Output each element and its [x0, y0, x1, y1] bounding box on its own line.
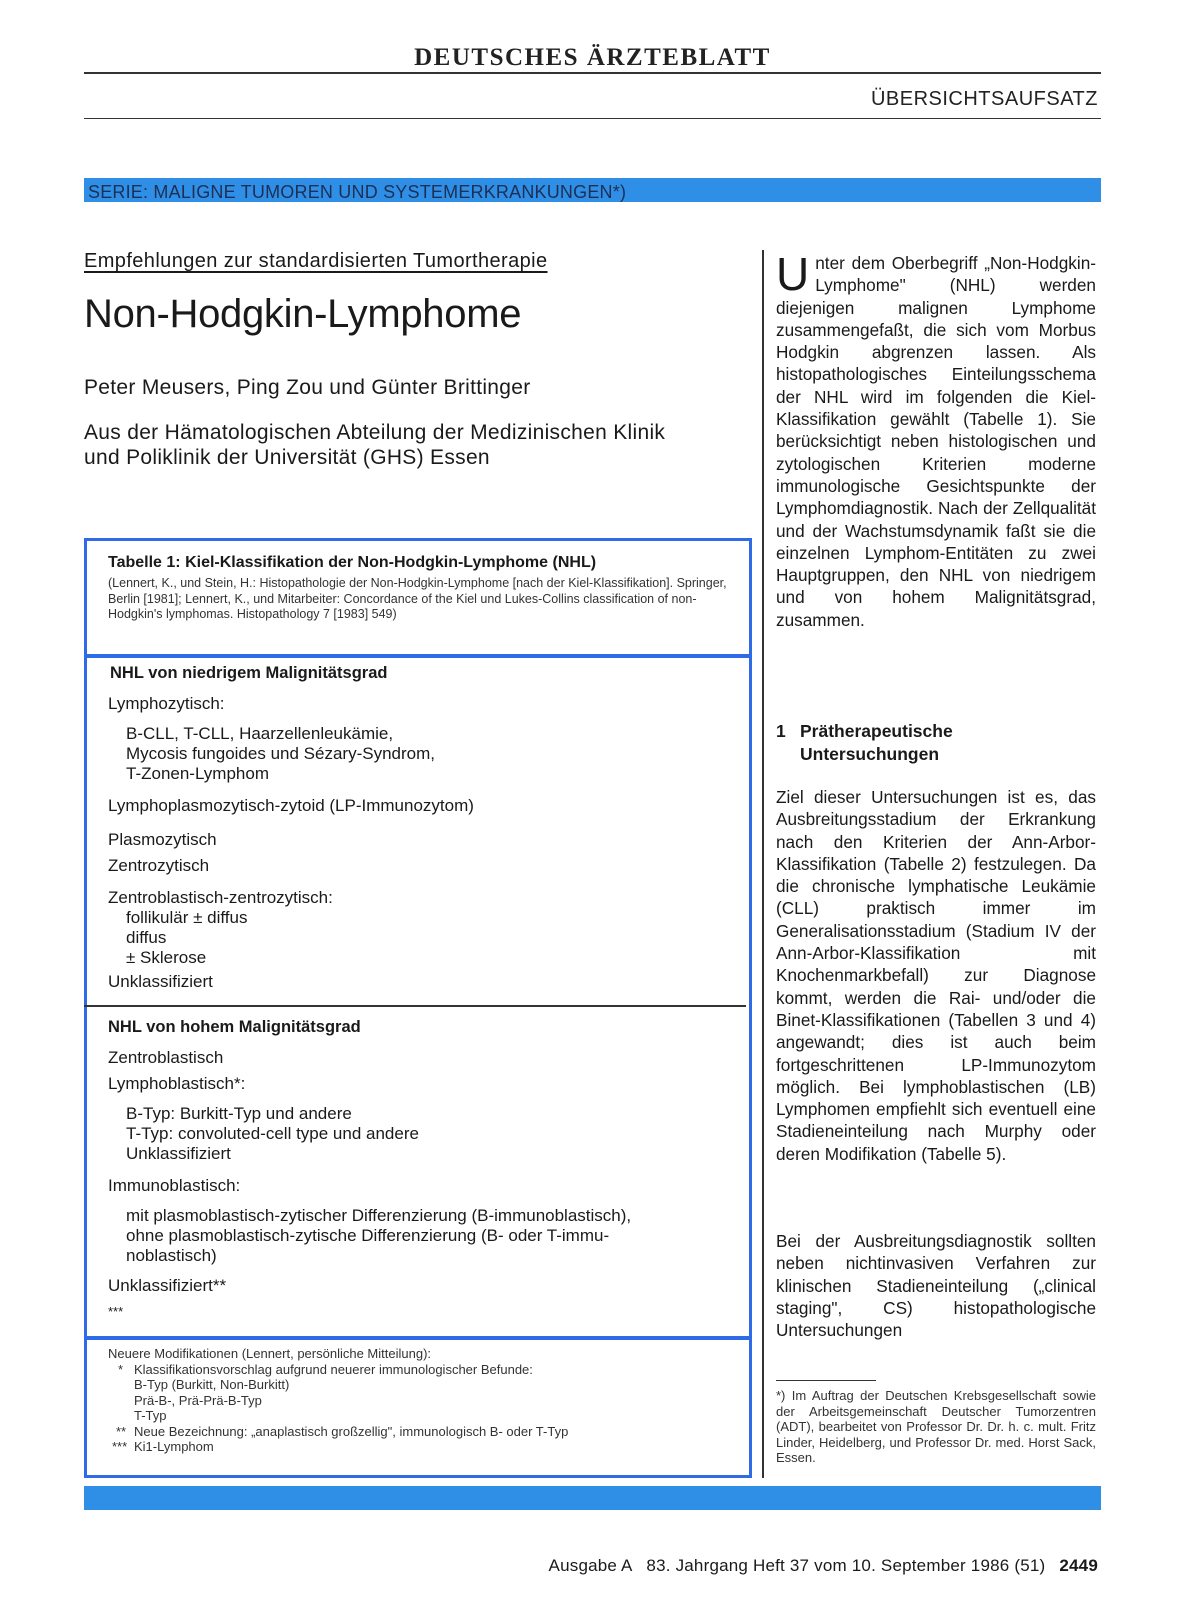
notes-item-3: Ki1-Lymphom [134, 1439, 214, 1454]
section-title-line-2: Untersuchungen [800, 744, 940, 764]
table-source: (Lennert, K., und Stein, H.: Histopathologie der Non-Hodgkin-Lymphome [nach der Kiel-Klassifikation]. Springer, Berlin [1981]; Lennert, K., und Mitarbeiter: Concordance of the Kiel und Lukes-Collins classification of non-Hodgkin's lymphomas. Histopathology 7 [1983] 549) [108, 576, 727, 621]
paragraph-1-text: nter dem Oberbegriff „Non-Hodgkin-Lymphome" (NHL) werden diejenigen malignen Lymphome zusammengefaßt, die sich vom Morbus Hodgkin abgrenzen lassen. Als histopathologisches Einteilungsschema der NHL wird im folgenden die Kiel-Klassifikation gewählt (Tabelle 1). Sie berücksichtigt neben histologischen und zytologischen Kriterien moderne immunologische Gesichtspunkte der Lymphomdiagnostik. Nach der Zellqualität und der Wachstumsdynamik faßt sie die einzelnen Lymphom-Entitäten zu zwei Hauptgruppen, den NHL von niedrigem und von hohem Malignitätsgrad, zusammen. [776, 253, 1096, 630]
article-affiliation [84, 420, 764, 470]
page-number: 2449 [1059, 1556, 1098, 1575]
notes-item-1a: B-Typ (Burkitt, Non-Burkitt) [134, 1377, 290, 1392]
low-grade-zentro: Zentrozytisch [108, 856, 210, 875]
page-footer [549, 1556, 1098, 1576]
article-title: Non-Hodgkin-Lymphome [84, 292, 522, 336]
notes-intro: Neuere Modifikationen (Lennert, persönliche Mitteilung): [108, 1346, 432, 1361]
masthead: DEUTSCHES ÄRZTEBLATT [414, 44, 771, 71]
high-grade-lb-sub-2: T-Typ: convoluted-cell type und andere [126, 1124, 419, 1143]
low-grade-unklass: Unklassifiziert [108, 972, 213, 991]
low-grade-cb-sub [126, 908, 247, 968]
series-title: SERIE: MALIGNE TUMOREN UND SYSTEMERKRANKUNGEN*) [88, 182, 627, 202]
low-grade-plasmo: Plasmozytisch [108, 830, 217, 849]
high-grade-lb-sub [126, 1104, 419, 1164]
body-paragraph-3: Bei der Ausbreitungsdiagnostik sollten neben nichtinvasiven Verfahren zur klinischen Stadieneinteilung („clinical staging", CS) histopathologische Untersuchungen [776, 1231, 1096, 1341]
low-grade-lymphozytisch: Lymphozytisch: [108, 694, 225, 713]
notes-item-1c: T-Typ [134, 1408, 167, 1423]
low-grade-cb-sub-1: follikulär ± diffus [126, 908, 248, 927]
notes-item-1: Klassifikationsvorschlag aufgrund neuerer immunologischer Befunde: [134, 1361, 533, 1377]
low-grade-cb-sub-3: ± Sklerose [126, 948, 207, 967]
table-notes [108, 1346, 738, 1455]
footnote: *) Im Auftrag der Deutschen Krebsgesellschaft sowie der Arbeitsgemeinschaft Deutscher Tumorzentren (ADT), bearbeitet von Professor Dr. Dr. h. c. mult. Fritz Linder, Heidelberg, und Professor Dr. med. Horst Sack, Essen. [776, 1388, 1096, 1466]
footer-issue: Ausgabe A 83. Jahrgang Heft 37 vom 10. September 1986 (51) [548, 1556, 1046, 1575]
footnote-rule [776, 1380, 876, 1381]
high-grade-zentroblast: Zentroblastisch [108, 1048, 224, 1067]
low-grade-lymph-sub [126, 724, 435, 784]
table-title: Tabelle 1: Kiel-Klassifikation der Non-Hodgkin-Lymphome (NHL) [108, 554, 597, 571]
article-kicker: Empfehlungen zur standardisierten Tumortherapie [84, 250, 548, 272]
section-heading [776, 720, 953, 766]
high-grade-immuno: Immunoblastisch: [108, 1176, 241, 1195]
table-group-divider [84, 1005, 746, 1007]
affiliation-line-2: und Poliklinik der Universität (GHS) Essen [84, 446, 490, 469]
high-grade-ib-sub [126, 1206, 726, 1266]
low-grade-lymph-sub-3: T-Zonen-Lymphom [126, 764, 269, 783]
high-grade-ib-sub-2: ohne plasmoblastisch-zytische Differenzierung (B- oder T-immu- [126, 1226, 610, 1245]
high-grade-ib-sub-1: mit plasmoblastisch-zytischer Differenzierung (B-immunoblastisch), [126, 1206, 632, 1225]
column-divider [762, 250, 764, 1478]
low-grade-heading: NHL von niedrigem Malignitätsgrad [110, 664, 388, 682]
masthead-rule [84, 72, 1101, 74]
high-grade-lb-sub-1: B-Typ: Burkitt-Typ und andere [126, 1104, 352, 1123]
high-grade-ib-sub-3: noblastisch) [126, 1246, 217, 1265]
high-grade-unklass: Unklassifiziert** [108, 1276, 227, 1295]
notes-marker-2: ** [116, 1423, 127, 1439]
bottom-bar [84, 1486, 1101, 1510]
low-grade-cb-sub-2: diffus [126, 928, 167, 947]
notes-marker-1: * [118, 1361, 124, 1377]
drop-cap: U [776, 248, 810, 300]
article-authors: Peter Meusers, Ping Zou und Günter Brittinger [84, 376, 531, 399]
low-grade-lymph-sub-2: Mycosis fungoides und Sézary-Syndrom, [126, 744, 435, 763]
section-label: ÜBERSICHTSAUFSATZ [870, 88, 1098, 110]
section-number: 1 [776, 721, 786, 741]
affiliation-line-1: Aus der Hämatologischen Abteilung der Medizinischen Klinik [84, 421, 666, 444]
low-grade-cb-cc: Zentroblastisch-zentrozytisch: [108, 888, 333, 907]
section-rule [84, 118, 1101, 119]
body-paragraph-1 [776, 248, 1096, 631]
high-grade-lb-sub-3: Unklassifiziert [126, 1144, 231, 1163]
high-grade-lymphoblast: Lymphoblastisch*: [108, 1074, 246, 1093]
body-paragraph-2: Ziel dieser Untersuchungen ist es, das Ausbreitungsstadium der Erkrankung nach den Kriterien der Ann-Arbor-Klassifikation (Tabelle 2) festzulegen. Da die chronische lymphatische Leukämie (CLL) praktisch immer im Generalisationsstadium (Stadium IV der Ann-Arbor-Klassifikation mit Knochenmarkbefall) zur Diagnose kommt, werden die Rai- und/oder die Binet-Klassifikationen (Tabellen 3 und 4) angewandt; dies ist auch beim fortgeschrittenen LP-Immunozytom möglich. Bei lymphoblastischen (LB) Lymphomen empfiehlt sich eventuell eine Stadieneinteilung nach Murphy oder deren Modifikation (Tabelle 5). [776, 787, 1096, 1164]
low-grade-lp: Lymphoplasmozytisch-zytoid (LP-Immunozytom) [108, 796, 474, 815]
notes-item-2: Neue Bezeichnung: „anaplastisch großzellig", immunologisch B- oder T-Typ [134, 1423, 569, 1439]
high-grade-triple-star: *** [108, 1304, 124, 1319]
section-title-line-1: Prätherapeutische [800, 721, 953, 741]
notes-item-1b: Prä-B-, Prä-Prä-B-Typ [134, 1392, 262, 1408]
high-grade-heading: NHL von hohem Malignitätsgrad [108, 1018, 361, 1036]
low-grade-lymph-sub-1: B-CLL, T-CLL, Haarzellenleukämie, [126, 724, 394, 743]
notes-marker-3: *** [112, 1439, 128, 1454]
